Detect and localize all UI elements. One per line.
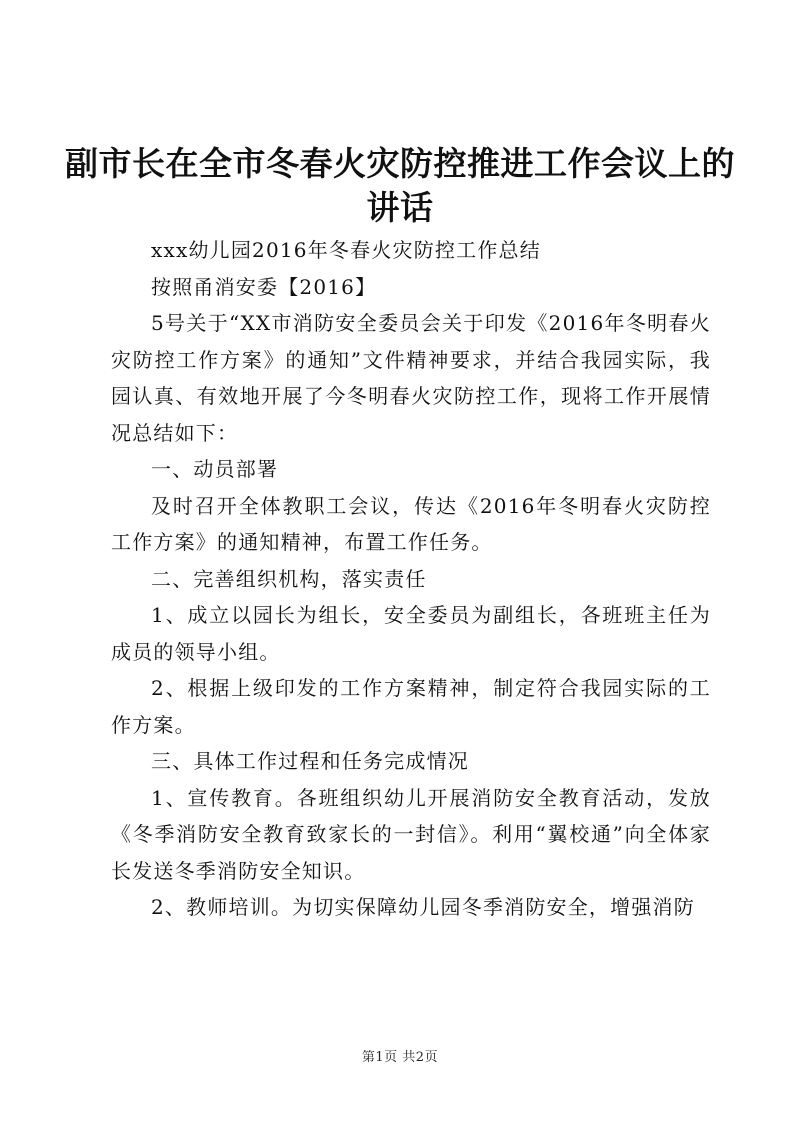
section-heading-3: 三、具体工作过程和任务完成情况 [151, 749, 469, 773]
document-body [111, 232, 711, 926]
paragraph-reference: 按照甬消安委【2016】 [151, 274, 377, 299]
document-title-line-1: 副市长在全市冬春火灾防控推进工作会议上的 [65, 144, 735, 183]
paragraph-meeting: 及时召开全体教职工会议，传达《2016年冬明春火灾防控工作方案》的通知精神，布置工作任务。 [111, 493, 711, 554]
paragraph-training: 2、教师培训。为切实保障幼儿园冬季消防安全，增强消防 [151, 895, 695, 919]
paragraph-item-2: 2、根据上级印发的工作方案精神，制定符合我园实际的工作方案。 [111, 676, 711, 737]
paragraph-subtitle: xxx幼儿园2016年冬春火灾防控工作总结 [151, 238, 541, 262]
section-heading-1: 一、动员部署 [151, 457, 279, 481]
page-footer: 第1页 共2页 [361, 1050, 439, 1065]
document-title-line-2: 讲话 [366, 188, 434, 227]
paragraph-item-1: 1、成立以园长为组长，安全委员为副组长，各班班主任为成员的领导小组。 [111, 603, 711, 664]
section-heading-2: 二、完善组织机构，落实责任 [151, 566, 427, 591]
paragraph-intro: 5号关于“XX市消防安全委员会关于印发《2016年冬明春火灾防控工作方案》的通知”文件精神要求，并结合我园实际，我园认真、有效地开展了今冬明春火灾防控工作，现将工作开展情况总结如下： [111, 311, 711, 445]
paragraph-education: 1、宣传教育。各班组织幼儿开展消防安全教育活动，发放《冬季消防安全教育致家长的一封信》。利用“翼校通”向全体家长发送冬季消防安全知识。 [111, 785, 711, 883]
